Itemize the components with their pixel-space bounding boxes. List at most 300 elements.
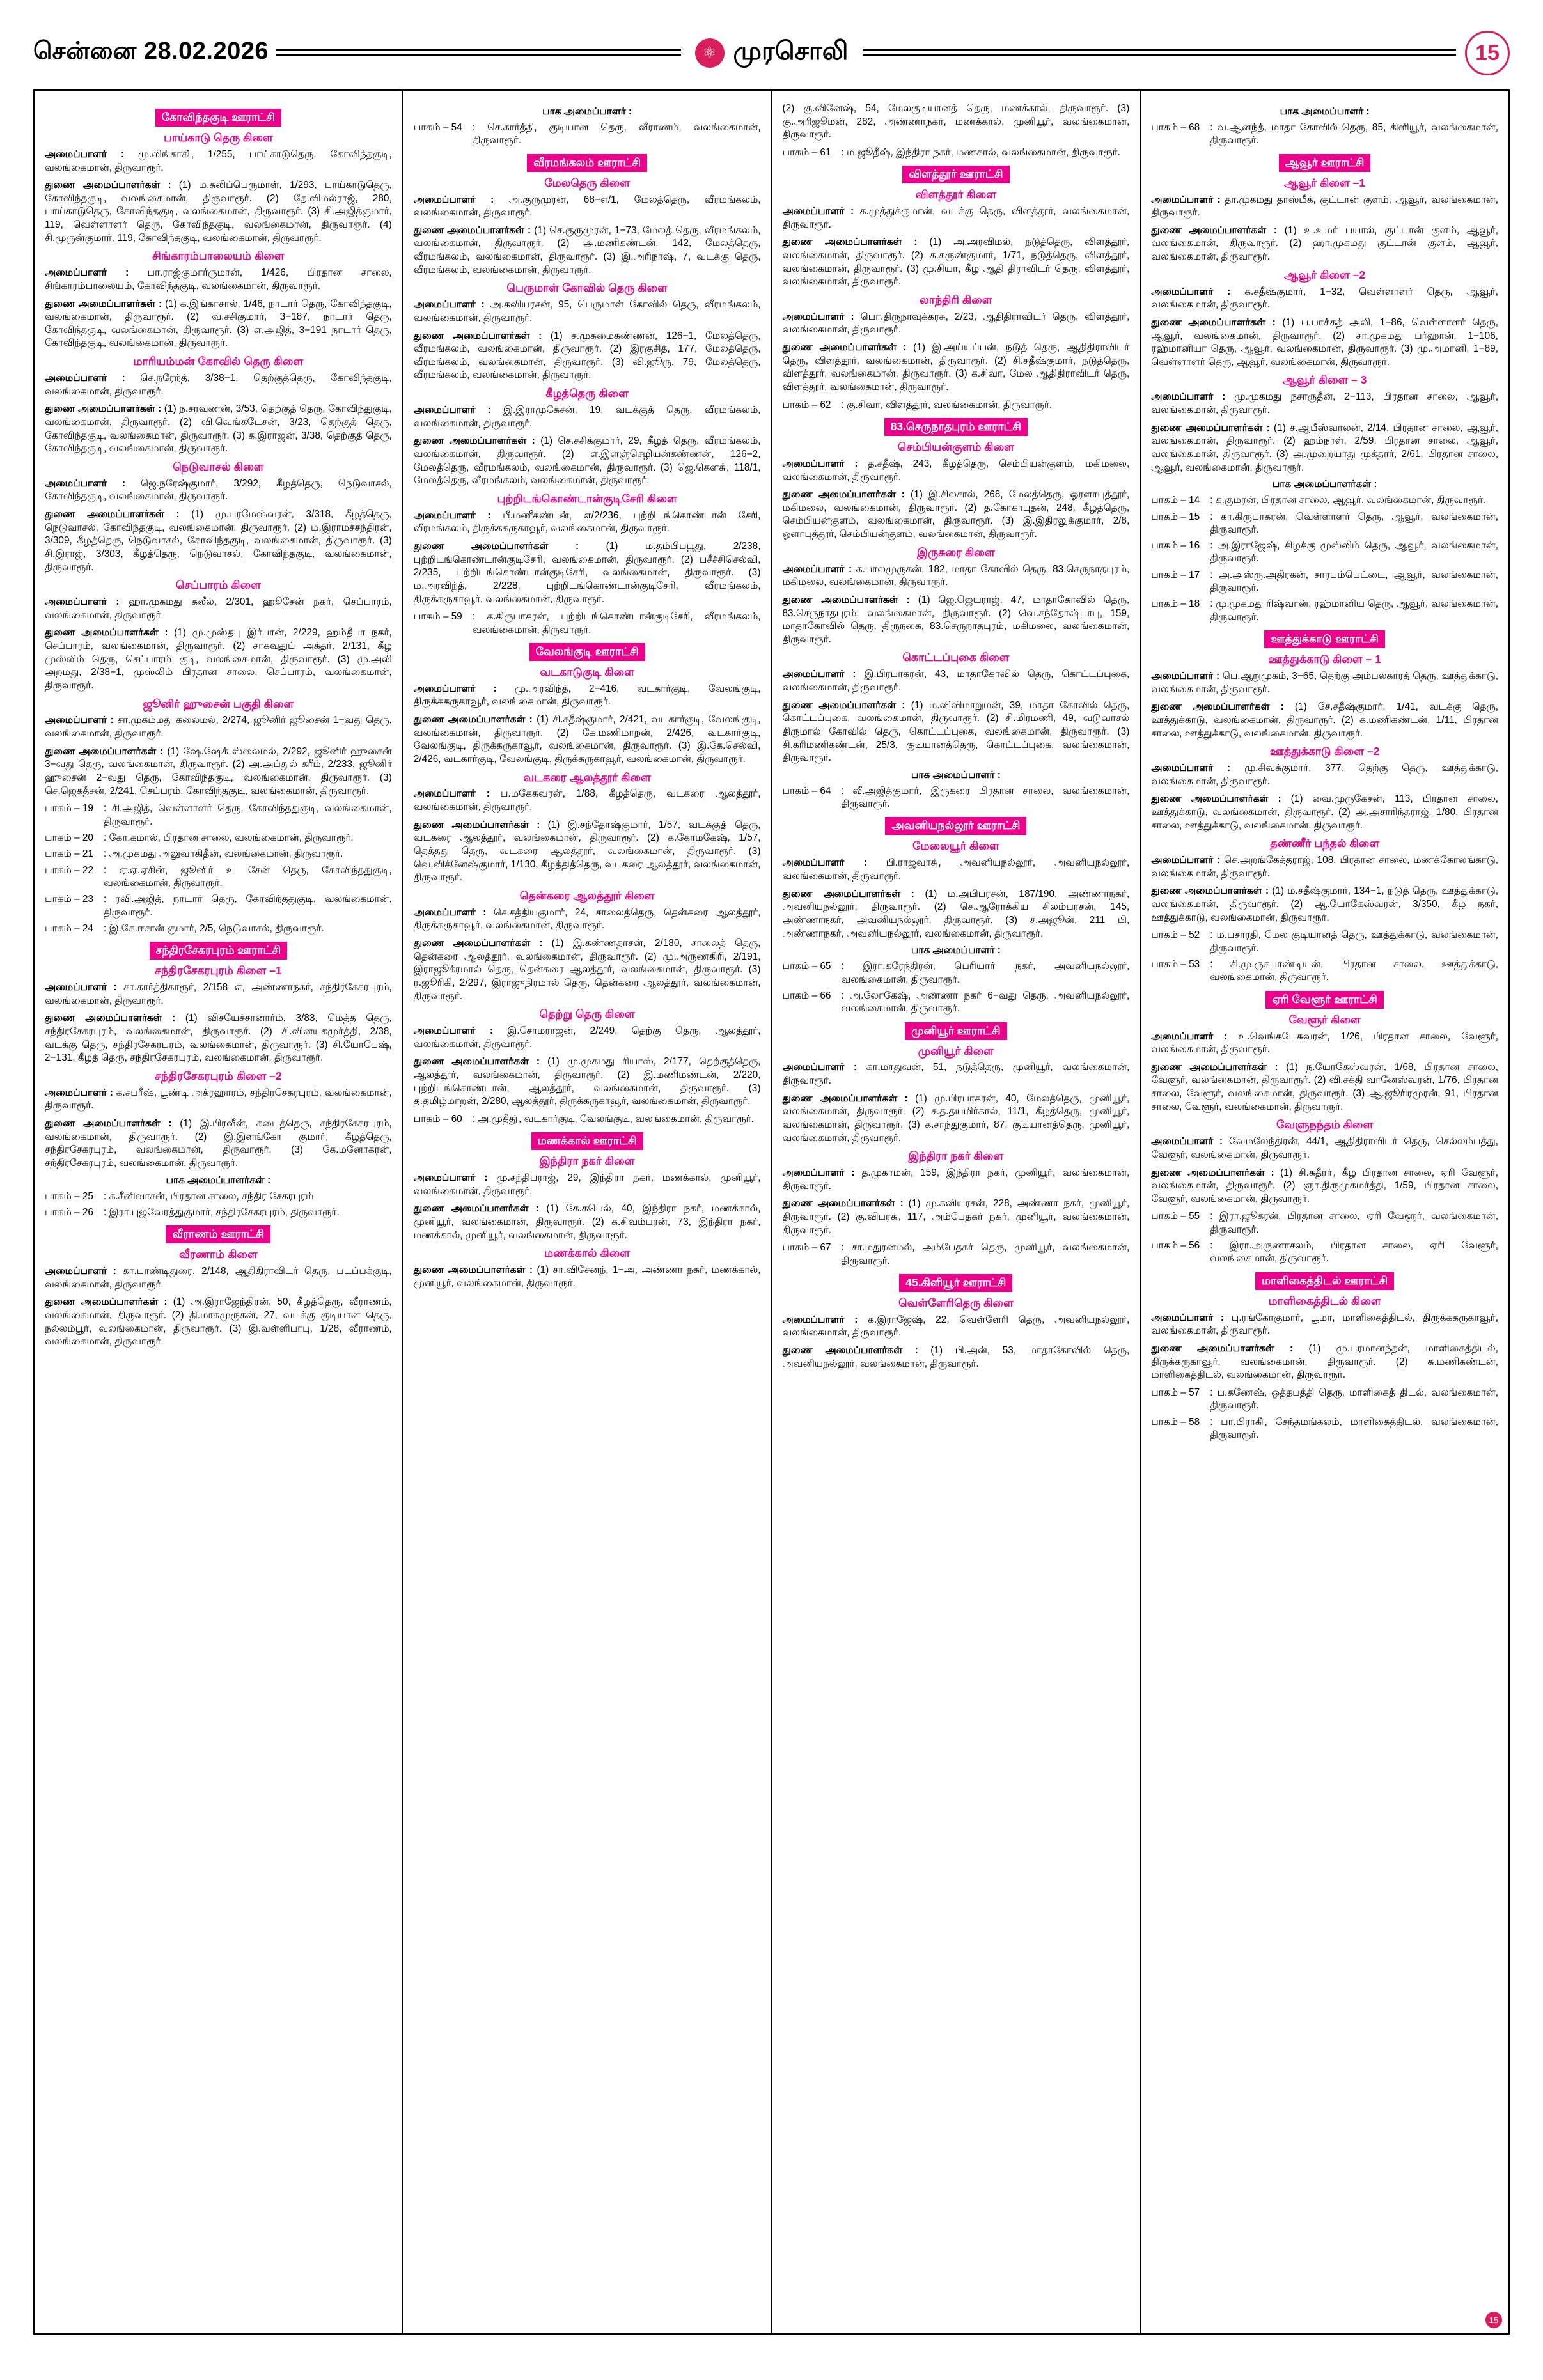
branch-heading: வேளூர் கிளை [1288,1013,1361,1026]
entry-text: க.சபரீஷ், பூண்டி அக்ரஹாரம், சந்திரசேகரபுரம், வலங்கைமான், திருவாரூர். [45,1087,392,1112]
branch-heading: வேளுநந்தம் கிளை [1276,1118,1374,1132]
entry-text: (1) இ.அய்யப்பன், நடுத் தெரு, ஆதிதிராவிடர் தெரு, விளத்தூர், வலங்கைமான், திருவாரூர். (2) சி.சதீஷ்குமார், நடுத்தெரு, விளத்தூர், வலங்கைமான், திருவாரூர். (3) க.சிவா, மேல ஆதிதிராவிடர் தெரு, விளத்தூர், வலங்கைமான், திருவாரூர். [782,342,1130,393]
entry-text: (1) ந.சரவணன், 3/53, தெற்குத் தெரு, கோவிந்துகுடி, வலங்கைமான், திருவாரூர். (2) வி.வெங்கடேசன், 3/23, தெற்குத் தெரு, கோவிந்தகுடி, வலங்கைமான், திருவாரூர். (3) க.இராஜன், 3/38, தெற்குத் தெரு, கோவிந்தகுடி, வலங்கைமான், திருவாரூர். [45,403,392,455]
entry-paragraph [783,668,1130,694]
entry-paragraph [1151,194,1498,220]
entry-paragraph [783,857,1130,883]
part-organiser-value: : அ.லோகேஷ், அண்ணா நகர் 6−வது தெரு, அவனியநல்லூர், வலங்கைமான், திருவாரூர். [841,990,1130,1015]
entry-role-label: அமைப்பாளர் : [413,299,485,311]
entry-paragraph [45,179,392,245]
entry-role-label: துணை அமைப்பாளர்கள் : [413,1264,533,1276]
masthead [33,26,1510,81]
entry-paragraph [783,1061,1130,1087]
entry-paragraph [414,788,761,814]
part-organiser-row [1151,929,1498,955]
entry-role-label: துணை அமைப்பாளர்கள் : [1151,701,1284,713]
entry-text: பா.ராஜ்குமார்ருமான், 1/426, பிரதான சாலை, சிங்காரம்பாலையம், கோவிந்தகுடி, வலங்கைமான், திருவாரூர். [45,267,392,292]
entry-role-label: துணை அமைப்பாளர்கள் : [1151,224,1278,236]
branch-heading: கீழத்தெரு கிளை [545,387,629,400]
part-organiser-row [1151,511,1498,537]
entry-role-label: அமைப்பாளர் : [782,311,854,322]
entry-role-label: துணை அமைப்பாளர்கள் : [45,508,180,520]
part-number-label: பாகம் – 18 [1151,598,1200,610]
entry-paragraph [783,311,1130,337]
ward-heading [1151,1272,1498,1290]
entry-role-label: துணை அமைப்பாளர்கள் : [1151,1167,1274,1178]
entry-text: (1) செ.சசிக்குமார், 29, கீழத் தெரு, வீரமங்கலம், வலங்கைமான், திருவாரூர். (2) எ.இளஞ்செழியன்கண்ணன், 126−2, மேலத்தெரு, வீரமங்கலம், வலங்கைமான், திருவாரூர். (3) ஜெ.கௌசு், 118/1, மேலத்தெரு, வீரமங்கலம், வலங்கைமான், திருவாரூர். [413,435,761,486]
entry-paragraph [1151,701,1498,740]
entry-text: (1) கே.கபெல், 40, இந்திரா நகர், மணக்கால், முனியூர், வலங்கைமான், திருவாரூர். (2) க.சிவம்பரன், 73, இந்திரா நகர், மணக்கால், முனியூர், வலங்கைமான், திருவாரூர். [413,1203,761,1241]
branch-heading: ஊத்துக்காடு கிளை – 1 [1268,653,1381,666]
part-organisers-list [783,146,1130,159]
entry-paragraph [1151,1031,1498,1057]
part-organiser-value: : இரா.புஜவேரத்துகுமார், சந்திரசேகரபுரம், திருவாரூர். [104,1206,340,1218]
entry-text: த.முகாமன், 159, இந்திரா நகர், முனியூர், வலங்கைமான், திருவாரூர். [782,1167,1130,1192]
entry-role-label: அமைப்பாளர் : [782,206,854,217]
part-organiser-row [783,960,1130,986]
part-number-label: பாகம் – 23 [45,894,93,905]
part-number-label: பாகம் – 53 [1151,959,1200,970]
ward-heading [1151,991,1498,1009]
entry-role-label: அமைப்பாளர் : [782,1314,858,1325]
ward-heading-label: 45.கிளியூர் ஊராட்சி [899,1274,1012,1292]
entry-text: (1) இ.சந்தோஷ்குமார், 1/57, வடக்குத் தெரு, வடகரை ஆலத்தூர், வலங்கைமான், திருவாரூர். (2) க.கோமகேஷ், 1/57, தெத்தது தெரு, வடகரை ஆலத்தூர், வலங்கைமான், திருவாரூர். (3) வெ.விக்னேஷ்குமார், 1/130, கீழத்தித்தெரு, வடகரை ஆலத்தூர், வலங்கைமான், திருவாரூர். [413,819,761,883]
ward-heading-label: மாளிகைத்திடல் ஊராட்சி [1255,1272,1394,1290]
entry-role-label: அமைப்பாளர் : [782,1062,858,1073]
ward-heading [414,154,761,172]
part-organisers-list [1151,494,1498,624]
entry-paragraph [783,1344,1130,1371]
branch-heading: ஜூனிர் ஹுசைன் பகுதி கிளை [143,697,294,710]
entry-paragraph [45,1012,392,1065]
entry-text: இ.சோமராஜன், 2/249, தெற்கு தெரு, ஆலத்தூர், வலங்கைமான், திருவாரூர். [413,1025,761,1050]
entry-paragraph [414,194,761,220]
part-organiser-value: : கா.கிருபாகரன், வெள்ளாளர் தெரு, ஆவூர், வலங்கைமான், திருவாரூர். [1210,511,1498,535]
entry-role-label: துணை அமைப்பாளர்கள் : [782,699,905,711]
part-organiser-value: : சா.மதுரனமல், அம்பேதகர் தெரு, முனியூர், வலங்கைமான், திருவாரூர். [841,1242,1130,1266]
entry-paragraph [45,745,392,798]
entry-text: அ.கவியரசன், 95, பெருமாள் கோவில் தெரு, வீரமங்கலம், வலங்கைமான், திருவாரூர். [413,299,761,323]
entry-role-label: அமைப்பாளர் : [1151,1136,1223,1147]
entry-role-label: துணை அமைப்பாளர்கள் : [1151,793,1281,805]
branch-heading: தண்ணீர் பந்தல் கிளை [1270,837,1380,850]
entry-paragraph [45,372,392,398]
part-number-label: பாகம் – 56 [1151,1240,1200,1252]
branch-heading: பாய்காடு தெரு கிளை [163,131,273,144]
entry-text: (1) மு.முகமது ரியாஸ், 2/177, தெற்குத்தெரு, ஆலத்தூர், வலங்கைமான், திருவாரூர். (2) இ.மணிமண்டன், 2/220, புற்றிடங்கொண்டான், ஆலத்தூர், வலங்கைமான், திருவாரூர். (3) த.தமிழ்மாறன், 2/280, ஆலத்தூர், திருக்கருகாவூர், வலங்கைமான், திருவாரூர். [413,1056,761,1107]
entry-text: (1) ம.விவிமாறுமன், 39, மாதா கோவில் தெரு, கொட்டப்புகை, வலங்கைமான், திருவாரூர். (2) சி.மிரமணி, 49, வடுவாசல் திருமால் கோவில் தெரு, கொட்டப்புகை, வலங்கைமான், திருவாரூர். (3) சி.கரிமணிகண்டன், 25/3, குடியானத்தெரு, கொட்டப்புகை, வலங்கைமான், திருவாரூர். [782,699,1130,764]
part-organisers-list [414,121,761,148]
part-organisers-heading: பாக அமைப்பாளர் : [911,769,1001,781]
part-organisers-list [1151,1210,1498,1265]
masthead-brand [681,37,863,69]
entry-paragraph [414,509,761,536]
part-organiser-row [1151,569,1498,595]
entry-paragraph [783,488,1130,541]
part-number-label: பாகம் – 52 [1151,929,1200,941]
part-organisers-heading: பாக அமைப்பாளர்கள் : [1272,479,1377,490]
entry-text: (1) மு.முஸ்தபு இர்பான், 2/229, ஹம்தீபா நகர், செப்பாரம், வலங்கைமான், திருவாரூர். (2) சாகவுதுப் அக்தர், 2/131, கீழ முஸ்லிம் தெரு, செப்பாரம் குடி, வலங்கைமான், திருவாரூர். (3) மு.அலி அறமது, 2/38−1, முஸ்லிம் பிரதான சாலை, செப்பாரம், வலங்கைமான், திருவாரூர். [45,627,392,691]
part-organiser-row [783,990,1130,1016]
entry-paragraph [783,341,1130,394]
branch-heading: செப்பாரம் கிளை [175,579,261,592]
entry-paragraph [783,1167,1130,1193]
part-organiser-row [1151,1240,1498,1266]
branch-heading: மாளிகைத்திடல் கிளை [1268,1294,1381,1307]
entry-role-label: அமைப்பாளர் : [45,715,114,726]
part-organisers-list [1151,121,1498,148]
ward-heading-label: வீராணம் ஊராட்சி [166,1225,270,1243]
entry-text: (1) க.இங்காசால், 1/46, நாடார் தெரு, கோவிந்தகுடி, வலங்கைமான், திருவாரூர். (2) வ.சசிகுமார், 3−187, நாடார் தெரு, கோவிந்தகுடி, வலங்கைமான், திருவாரூர். (3) எ.அஜித், 3−191 நாடார் தெரு, கோவிந்தகுடி, வலங்கைமான், திருவாரூர். [45,298,392,349]
ward-heading-label: கோவிந்தகுடி ஊராட்சி [155,109,281,127]
entry-role-label: அமைப்பாளர் : [413,683,497,694]
entry-role-label: அமைப்பாளர் : [45,372,125,384]
entry-paragraph [414,1264,761,1290]
entry-paragraph [45,148,392,175]
branch-heading: ஆவூர் கிளை –2 [1284,268,1366,281]
part-number-label: பாகம் – 25 [45,1190,93,1202]
entry-text: வேமலேந்திரன், 44/1, ஆதிதிராவிடர் தெரு, செல்லம்பத்து, வேளூர், வலங்கைமான், திருவாரூர். [1151,1136,1498,1160]
part-number-label: பாகம் – 58 [1151,1416,1200,1427]
entry-text: (1) ம.தம்பிபபூது, 2/238, புற்றிடங்கொண்டான்குடிசேரி, வலங்கைமான், திருவாரூர். (2) பசீச்சிசெல்வி, 2/235, புற்றிடங்கொண்டான்குடிசேரி, வலங்கைமான், திருவாரூர். (3) ம.அரவிந்த், 2/228, புற்றிடங்கொண்டான்குடிசேரி, வீரமங்கலம், திருக்கருகாவூர், வலங்கைமான், திருவாரூர். [413,540,761,605]
entry-text: (1) இ.பிரவீன், கடைத்தெரு, சந்திரசேகரபுரம், வலங்கைமான், திருவாரூர். (2) இ.இளங்கோ குமார், கீழத்தெரு, சந்திரசேகரபுரம், வலங்கைமான், திருவாரூர். (3) கே.மனோகரன், சந்திரசேகரபுரம், வலங்கைமான், திருவாரூர். [45,1118,392,1169]
entry-role-label: அமைப்பாளர் : [413,1172,488,1184]
branch-heading: புற்றிடங்கொண்டான்குடிசேரி கிளை [497,492,677,505]
entry-text: க.இராஜேஷ், 22, வெள்ளேரி தெரு, அவனியநல்லூர், வலங்கைமான், திருவாரூர். [782,1314,1130,1339]
entry-text: பீ.மணீகண்டன், எ/2/236, புற்றிடங்கொண்டான் சேரி, வீரமங்கலம், திருக்ககருகாவூர், வலங்கைமான், திருவாரூர். [413,509,761,534]
entry-paragraph [414,1172,761,1198]
entry-text: (1) இ.கண்ணதாசன், 2/180, சாலைத் தெரு, தென்கரை ஆலத்தூர், வலங்கைமான், திருவாரூர். (2) மு.அருணகிரி, 2/191, இராஜூக்ரமால் தெரு, தென்கரை ஆலத்தூர், வலங்கைமான், திருவாரூர். (3) ர.ஜூரிகி, 2/297, இராஜுநிரமால் தெரு, தென்கரை ஆலத்தூர், வலங்கைமான், திருவாரூர். [413,938,761,1002]
entry-paragraph [45,1087,392,1113]
entry-role-label: துணை அமைப்பாளர்கள் : [782,342,907,354]
ward-heading [1151,630,1498,648]
part-organiser-row [1151,121,1498,148]
entry-role-label: அமைப்பாளர் : [45,1087,113,1098]
entry-text: இ.பிரபாகரன், 43, மாதாகோவில் தெரு, கொட்டப்புகை, வலங்கைமான், திருவாரூர். [782,669,1130,693]
entry-text: மு.சந்திபராஜ், 29, இந்திரா நகர், மணக்கால், முனியூர், வலங்கைமான், திருவாரூர். [413,1172,761,1197]
entry-role-label: துணை அமைப்பாளர்கள் : [413,713,533,725]
entry-role-label: அமைப்பாளர் : [1151,1031,1228,1042]
part-number-label: பாகம் – 24 [45,922,93,934]
entry-paragraph [414,683,761,709]
part-organisers-list [783,960,1130,1015]
part-organiser-value: : சி.அஜித், வெள்ளாளர் தெரு, கோவிந்ததுகுடி, வலங்கைமான், திருவாரூர். [104,803,392,827]
entry-role-label: துணை அமைப்பாளர்கள் : [45,180,171,191]
edition-date: சென்னை 28.02.2026 [33,38,276,68]
entry-role-label: துணை அமைப்பாளர்கள் : [1151,422,1270,433]
entry-role-label: அமைப்பாளர் : [45,478,126,489]
entry-text: தா.முகமது தாஸ்மீக், குட்டான் குளம், ஆவூர், வலங்கைமான், திருவாரூர். [1151,194,1498,219]
entry-role-label: துணை அமைப்பாளர்கள் : [413,938,543,949]
part-organiser-value: : ம.பசாரதி, மேல குடியானத் தெரு, ஊத்துக்காடு, வலங்கைமான், திருவாரூர். [1210,929,1498,954]
entry-paragraph [1151,391,1498,417]
entry-paragraph [1151,885,1498,924]
entry-paragraph [45,1296,392,1349]
part-organiser-value: : க.சீனிவாசன், பிரதான சாலை, சந்திர சேகரபுரம் [104,1190,314,1202]
ward-heading-label: ஏரி வேளூர் ஊராட்சி [1265,991,1384,1009]
branch-heading: வெள்ளேரிதெரு கிளை [898,1296,1014,1309]
entry-text: (1) வை.முருகேசன், 113, பிரதான சாலை, ஊத்துக்காடு, வலங்கைமான், திருவாரூர். (2) அ.அசாரிந்தராஜ், 1/80, பிரதான சாலை, ஊத்துக்காடு, வலங்கைமான், திருவாரூர். [1151,793,1498,831]
entry-role-label: அமைப்பாளர் : [1151,391,1226,403]
entry-role-label: அமைப்பாளர் : [45,982,117,993]
entry-role-label: துணை அமைப்பாளர்கள் : [413,435,535,447]
entry-paragraph [414,540,761,606]
entry-role-label: துணை அமைப்பாளர்கள் : [45,1296,168,1308]
branch-heading: பெருமாள் கோவில் தெரு கிளை [506,281,668,295]
entry-text: செ.சத்தியகுமார், 24, சாலைத்தெரு, தென்கரை ஆலத்தூர், திருக்கருகாவூர், வலங்கைமான், திருவாரூர். [413,906,761,931]
entry-role-label: அமைப்பாளர் : [45,267,129,279]
branch-heading: மணக்கால் கிளை [544,1247,631,1260]
part-number-label: பாகம் – 62 [782,399,831,410]
part-organiser-row [45,922,392,935]
entry-text: (1) அ.இராஜேந்திரன், 50, கீழத்தெரு, வீராணம், வலங்கைமான், திருவாரூர். (2) தி.மாசுமுருகன், 27, வடக்கு குடியான தெரு, நல்லம்பூர், வலங்கைமான், திருவாரூர். (3) இ.வள்ளிபாபு, 1/28, வீராணம், வலங்கைமான், திருவாரூர். [45,1296,392,1348]
ward-heading [783,418,1130,436]
part-organiser-row [1151,1210,1498,1236]
branch-heading: இருசுரை கிளை [916,545,995,559]
ward-heading-label: வீரமங்கலம் ஊராட்சி [527,154,647,172]
entry-text: த.சதீஷ், 243, கீழத்தெரு, செம்பியன்குளம், மகிமலை, வலங்கைமான், திருவாரூர். [782,458,1130,483]
entry-role-label: துணை அமைப்பாளர்கள் : [413,1203,539,1215]
entry-role-label: அமைப்பாளர் : [413,404,491,416]
entry-paragraph [414,713,761,766]
column-4 [1140,91,1508,2333]
entry-paragraph [1151,793,1498,832]
entry-text: (1) இ.சிலசால், 268, மேலத்தெரு, ஓரளாபுத்தூர், மகிமலை, வலங்கைமான், திருவாரூர். (2) த.கோகாபுதன், 248, கீழத்தெரு, செம்பியன்குளம், வலங்கைமான், திருவாரூர். (3) இ.இதிரலுக்குமார், 2/8, ஓளாபுத்தூர், செம்பியன்குளம், வலங்கைமான், திருவாரூர். [782,489,1130,540]
entry-paragraph [45,298,392,351]
branch-heading: தெற்று தெரு கிளை [539,1007,635,1021]
part-number-label: பாகம் – 68 [1151,122,1200,133]
entry-role-label: அமைப்பாளர் : [1151,194,1221,205]
part-organiser-row [1151,958,1498,984]
part-organiser-value: : ரவி.அஜித், நாடார் தெரு, கோவிந்ததுகுடி, வலங்கைமான், திருவாரூர். [104,894,392,918]
part-organiser-value: : ப.கணேஷ், ஒத்தபத்தி தெரு, மாளிகைத் திடல், வலங்கைமான், திருவாரூர். [1210,1387,1498,1412]
part-organiser-row [45,1206,392,1219]
entry-text: (1) மு.பரமானந்தன், மாளிகைத்திடல், திருக்கருகாவூர், வலங்கைமான், திருவாரூர். (2) சு.மணிகண்டன், மாளிகைத்திடல், வலங்கைமான், திருவாரூர். [1151,1342,1498,1381]
entry-role-label: அமைப்பாளர் : [782,458,858,469]
entry-text: செ.நரேந்த், 3/38−1, தெற்குத்தெரு, கோவிந்தகுடி, வலங்கைமான், திருவாரூர். [45,372,392,397]
entry-role-label: அமைப்பாளர் : [1151,855,1221,866]
part-number-label: பாகம் – 61 [782,146,831,158]
entry-text: செ.அறங்கேத்தராஜ், 108, பிரதான சாலை, மணக்கோலங்காடு, வலங்கைமான், திருவாரூர். [1151,855,1498,879]
entry-paragraph [414,330,761,383]
part-number-label: பாகம் – 15 [1151,511,1200,522]
ward-heading [783,1022,1130,1040]
part-organisers-list [1151,1387,1498,1442]
entry-role-label: துணை அமைப்பாளர்கள் : [782,594,910,605]
branch-heading: ஆவூர் கிளை – 3 [1282,373,1367,387]
branch-heading: கொட்டப்புகை கிளை [902,651,1010,664]
entry-paragraph [45,478,392,504]
part-organiser-value: : கு.சிவா, விளத்தூர், வலங்கைமான், திருவாரூர். [841,399,1053,410]
part-organisers-heading: பாக அமைப்பாளர்கள் : [166,1174,271,1186]
part-organiser-row [45,864,392,891]
entry-text: (2) கு.வினேஷ், 54, மேலகுடியானத் தெரு, மணக்கால், திருவாரூர். (3) கு.அரிஜூமன், 282, அண்ணாநகர், மணக்கால், முனியூர், வலங்கைமான், திருவாரூர். [782,103,1130,141]
entry-text: (1) ப.பாக்கத் அலி, 1−86, வெள்ளாளர் தெரு, ஆவூர், வலங்கைமான், திருவாரூர். (2) சா.முகமது பர்ஹான், 1−106, ரஹ்மானியா தெரு, ஆவூர், வலங்கைமான், திருவாரூர். (3) மு.அமானி, 1−89, வெள்ளாளர் தெரு, ஆவூர், வலங்கைமான், திருவாரூர். [1151,316,1498,368]
entry-role-label: அமைப்பாளர் : [782,1167,855,1179]
entry-role-label: துணை அமைப்பாளர்கள் : [413,819,540,830]
entry-text: (1) சி.சதீஷ்குமார், 2/421, வடகார்குடி, வேலங்குடி, வலங்கைமான், திருவாரூர். (2) கே.மணிமாறன், 2/426, வடகார்குடி, வேலங்குடி, திருக்கருகாவூர், வலங்கைமான், திருவாரூர். (3) இ.கே.செல்வி, 2/426, வடகார்குடி, வேலங்குடி, திருக்கருகாவூர், வலங்கைமான், திருவாரூர். [413,713,761,765]
entry-paragraph [1151,762,1498,788]
ward-heading-label: சந்திரசேகரபுரம் ஊராட்சி [150,942,288,960]
part-organiser-row [1151,494,1498,507]
branch-heading: ஊத்துக்காடு கிளை –2 [1269,745,1380,758]
entry-paragraph [783,563,1130,589]
part-organisers-list [45,802,392,935]
ward-heading-label: அவனியநல்லூர் ஊராட்சி [885,817,1026,835]
entry-role-label: அமைப்பாளர் : [782,563,852,575]
part-organiser-row [45,848,392,860]
entry-text: க.முத்துக்குமான், வடக்கு தெரு, விளத்தூர், வலங்கைமான், திருவாரூர். [782,206,1130,230]
part-organiser-row [45,802,392,828]
part-number-label: பாகம் – 54 [413,122,462,133]
entry-role-label: அமைப்பாளர் : [413,509,491,521]
entry-role-label: துணை அமைப்பாளர்கள் : [782,489,905,501]
entry-text: பி.ராஜவாசு், அவனியநல்லூர், அவனியநல்லூர், வலங்கைமான், திருவாரூர். [782,857,1130,882]
entry-paragraph [1151,1135,1498,1162]
part-number-label: பாகம் – 20 [45,832,93,843]
entry-role-label: அமைப்பாளர் : [45,148,124,160]
part-organiser-row [414,121,761,148]
column-2 [402,91,771,2333]
part-organisers-list [783,785,1130,811]
entry-paragraph [45,403,392,456]
part-organiser-value: : வ.ஆனந்த், மாதா கோவில் தெரு, 85, கிளியூர், வலங்கைமான், திருவாரூர். [1210,122,1498,146]
entry-text: ஹா.முகமது கலீல், 2/301, ஹூசேன் நகர், செப்பாரம், வலங்கைமான், திருவாரூர். [45,596,392,621]
part-number-label: பாகம் – 26 [45,1206,93,1218]
entry-paragraph [783,1197,1130,1237]
part-number-label: பாகம் – 64 [782,785,831,797]
entry-paragraph [1151,1312,1498,1338]
part-organiser-value: : ம.ஜூதீஷ், இந்திரா நகர், மணகால், வலங்கைமான், திருவாரூர். [841,146,1120,158]
part-organisers-heading: பாக அமைப்பாளர் : [911,945,1001,956]
branch-heading: மேலதெரு கிளை [544,176,631,189]
entry-role-label: துணை அமைப்பாளர்கள் : [782,237,918,248]
part-organisers-list [414,611,761,637]
entry-paragraph [1151,854,1498,880]
part-number-label: பாகம் – 14 [1151,495,1200,506]
column-3 [771,91,1140,2333]
part-organiser-row [45,1190,392,1203]
entry-paragraph [414,1202,761,1242]
part-organiser-value: : அ.முகமது அலுவாகிதீன், வலங்கைமான், திருவாரூர். [104,848,343,860]
ward-heading [1151,154,1498,172]
entry-paragraph [783,205,1130,231]
entry-text: மு.முகமது நசாருதீன், 2−113, பிரதான சாலை, ஆவூர், வலங்கைமான், திருவாரூர். [1151,391,1498,416]
ward-heading [414,1132,761,1150]
entry-paragraph [783,458,1130,484]
entry-text: (1) சே.சதீஷ்குமார், 1/41, வடக்கு தெரு, ஊத்துக்காடு, வலங்கைமான், திருவாரூர். (2) க.மணிகண்டன், 1/11, பிரதான சாலை, ஊத்துக்காடு, வலங்கைமான், திருவாரூர். [1151,701,1498,739]
entry-paragraph [414,937,761,1003]
entry-paragraph [1151,1342,1498,1382]
entry-role-label: துணை அமைப்பாளர்கள் : [413,224,531,236]
entry-text: க.சதீஷ்குமார், 1−32, வெள்ளாளர் தெரு, ஆவூர், வலங்கைமான், திருவாரூர். [1151,286,1498,311]
entry-text: ப.மகேசுவரன், 1/88, கீழத்தெரு, வடகரை ஆலத்தூர், வலங்கைமான், திருவாரூர். [413,788,761,813]
entry-paragraph [1151,422,1498,475]
emblem-icon: ⚛ [695,38,725,68]
entry-text: (1) சி.சுதீரா், கீழ பிரதான சாலை, ஏரி வேளூர், வலங்கைமான், திருவாரூர். (2) ஞா.திருமுகமர்த்தி, 1/59, பிரதான சாலை, வேளூர், வலங்கைமான், திருவாரூர். [1151,1167,1498,1204]
part-organisers-heading: பாக அமைப்பாளர் : [1280,106,1370,117]
publication-title: முரசொலி [733,37,849,65]
entry-paragraph [783,699,1130,765]
part-organiser-value: : இரா.கரேந்திரன், பெரியாா் நகர், அவனியநல்லூர், வலங்கைமான், திருவாரூர். [841,961,1130,985]
entry-text: பு.ரங்கோகுமார், பூமா, மாளிகைத்திடல், திருக்ககருகாவூர், வலங்கைமான், திருவாரூர். [1151,1312,1498,1337]
entry-text: மு.சிவக்குமார், 377, தெற்கு தெரு, ஊத்துக்காடு, வலங்கைமான், திருவாரூர். [1151,763,1498,787]
ward-heading [783,817,1130,835]
entry-text: மு.லிங்காகி், 1/255, பாய்காடுதெரு, கோவிந்தகுடி, வலங்கைமான், திருவாரூர். [45,148,392,173]
entry-role-label: அமைப்பாளர் : [45,1266,116,1277]
branch-heading: சிங்காரம்பாலையம் கிளை [152,249,285,263]
part-organiser-value: : ஏ.ஏ.ஏசின், ஜூனிர் உ சேன் தெரு, கோவிந்ததுகுடி, வலங்கைமான், திருவாரூர். [104,864,392,889]
entry-paragraph [414,1055,761,1108]
part-number-label: பாகம் – 19 [45,803,93,814]
part-organiser-value: : அ.இராஜேஷ், கிழக்கு முஸ்லிம் தெரு, ஆவூர், வலங்கைமான், திருவாரூர். [1210,540,1498,564]
branch-heading: லாந்திரி கிளை [920,293,992,306]
part-organiser-value: : மு.முகமது ரிஷ்வான், ரஹ்மானிய தெரு, ஆவூர், வலங்கைமான், திருவாரூர். [1210,598,1498,623]
entry-text: பெ.ஆறுமுகம், 3−65, தெற்கு அம்பலகாரத் தெரு, ஊத்துக்காடு, வலங்கைமான், திருவாரூர். [1151,671,1498,695]
columns-frame [33,89,1510,2335]
entry-text: (1) அ.அரவிமல், நடுத்தெரு, விளத்தூர், வலங்கைமான், திருவாரூர். (2) க.கருண்குமார், 1/71, நடுத்தெரு, விளத்தூர், வலங்கைமான், திருவாரூர். (3) மு.சியா, கீழ ஆதி திராவிடர் தெரு, விளத்தூர், வலங்கைமான், திருவாரூர். [782,237,1130,288]
entry-paragraph [414,299,761,325]
ward-heading-label: ஆவூர் ஊராட்சி [1279,154,1371,172]
entry-text: (1) ச.முகமைகண்ணன், 126−1, மேலத்தெரு, வீரமங்கலம், வலங்கைமான், திருவாரூர். (2) இரகுசித், 177, மேலத்தெரு, வீரமங்கலம், வலங்கைமான், திருவாரூர். (3) வி.ஜூரு, 79, மேலத்தெரு, வீரமங்கலம், வலங்கைமான், திருவாரூர். [413,330,761,381]
branch-heading: விளத்தூர் கிளை [915,188,996,201]
part-organiser-row [783,399,1130,412]
entry-text: இ.இராமுகேசன், 19, வடக்குத் தெரு, வீரமங்கலம், வலங்கைமான், திருவாரூர். [413,404,761,429]
part-organiser-row [783,146,1130,159]
entry-text: கா.பாண்டிதுரை, 2/148, ஆதிதிராவிடர் தெரு, படப்பக்குடி, வலங்கைமான், திருவாரூர். [45,1266,392,1290]
entry-paragraph [414,435,761,488]
part-organiser-row [783,785,1130,811]
entry-text: உ.வெங்கடேசுவரன், 1/26, பிரதான சாலை, வேளூர், வலங்கைமான், திருவாரூர். [1151,1031,1498,1055]
branch-heading: மேலையூர் கிளை [912,839,999,853]
ward-heading-label: 83.செருநாதபுரம் ஊராட்சி [884,418,1028,436]
entry-role-label: துணை அமைப்பாளர்கள் : [45,1013,176,1024]
entry-role-label: அமைப்பாளர் : [413,788,490,800]
entry-role-label: துணை அமைப்பாளர்கள் : [782,1198,904,1209]
entry-role-label: அமைப்பாளர் : [413,1025,494,1037]
ward-heading-label: மணக்கால் ஊராட்சி [531,1132,643,1150]
entry-paragraph [1151,1167,1498,1206]
entry-role-label: துணை அமைப்பாளர்கள் : [1151,1342,1294,1354]
entry-text: (1) மு.பிரபாகரன், 40, மேலத்தெரு, முனியூர், வலங்கைமான், திருவாரூர். (2) ச.த.தயமிர்கால், 11/1, கீழத்தெரு, முனியூர், வலங்கைமான், திருவாரூர். (3) க.சாந்துகுமார், 87, குடியானத்தெரு, முனியூர், வலங்கைமான், திருவாரூர். [782,1093,1130,1144]
part-number-label: பாகம் – 66 [782,990,831,1001]
entry-paragraph [783,888,1130,941]
part-organiser-value: : இரா.அருணாசலம், பிரதான சாலை, ஏரி வேளூர், வலங்கைமான், திருவாரூர். [1210,1240,1498,1264]
entry-text: (1) ஜெ.ஜெயராஜ், 47, மாதாகோவில் தெரு, 83.செருநாதபுரம், வலங்கைமான், திருவாரூர். (2) வெ.சந்தோஷ்பாபு, 159, மாதாகோவில் தெரு, திருநகை, 83.செருநாதபுரம், மகிமலை, வலங்கைமான், திருவாரூர். [782,594,1130,645]
entry-paragraph [783,1093,1130,1146]
part-organiser-value: : பா.பிராகி், சேந்தமங்கலம், மாளிகைத்திடல், வலங்கைமான், திருவாரூர். [1210,1416,1498,1440]
entry-role-label: துணை அமைப்பாளர்கள் : [1151,1061,1278,1073]
entry-paragraph [414,224,761,277]
entry-paragraph [45,1265,392,1291]
entry-paragraph [45,714,392,740]
part-organiser-row [414,1113,761,1126]
column-1 [35,91,402,2333]
part-organisers-list [414,1113,761,1126]
entry-text: (1) ந.யோகேஸ்வரன், 1/68, பிரதான சாலை, வேளூர், வலங்கைமான், திருவாரூர். (2) வி.சக்தி வானேஸ்வரன், 1/76, பிரதான சாலை, வேளூர், வலங்கைமான், திருவாரூர். (3) ஆ.ஜூரிரமுரன், 91, பிரதான சாலை, வேளூர், வலங்கைமான், திருவாரூர். [1151,1061,1498,1112]
part-organiser-value: : இ.கே.ஈசான் குமார், 2/5, நெடுவாசல், திருவாரூர். [104,922,324,934]
branch-heading: செம்பியன்குளம் கிளை [897,440,1014,454]
branch-heading: வடகாடுகுடி கிளை [540,665,634,678]
branch-heading: இந்திரா நகர் கிளை [539,1155,635,1168]
ward-heading [783,166,1130,183]
entry-text: (1) ம.சதீஷ்குமார், 134−1, நடுத் தெரு, ஊத்துக்காடு, வலங்கைமான், திருவாரூர். (2) ஆ.யோகேஸ்வரன், 3/350, கீழ நகர், ஊத்துக்காடு, வலங்கைமான், திருவாரூர். [1151,885,1498,923]
entry-paragraph [1151,224,1498,264]
part-organisers-list [1151,929,1498,984]
branch-heading: வீரணாம் கிளை [178,1248,258,1261]
entry-role-label: அமைப்பாளர் : [782,669,856,680]
entry-paragraph [1151,316,1498,369]
